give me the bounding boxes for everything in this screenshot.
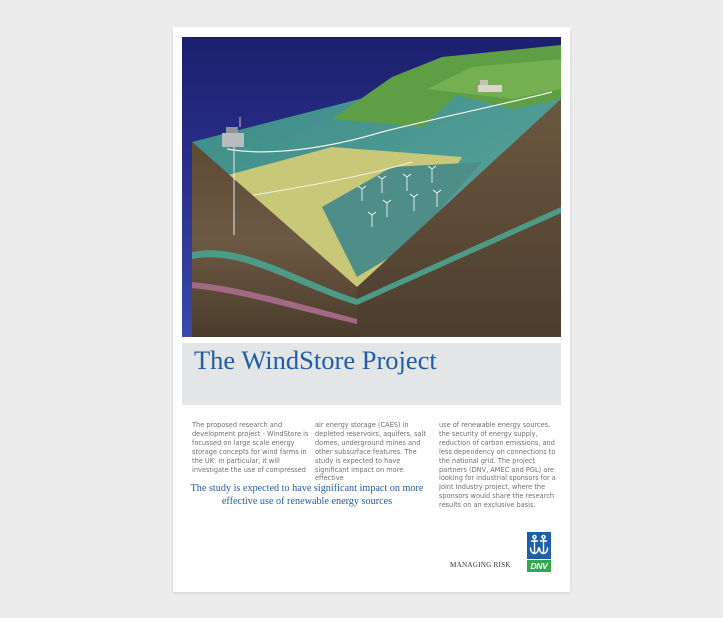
body-column-1: The proposed research and development project - WindStore is focussed on large scale energy storage concepts for wind farms in the UK. In particular, it will investigate the use of compressed <box>192 421 309 474</box>
tagline: MANAGING RISK <box>450 561 511 569</box>
dnv-wordmark: DNV <box>527 560 551 572</box>
body-column-3: use of renewable energy sources, the security of energy supply, reduction of carbon emissions, and less dependency on connections to the national grid. The project partners (DNV, AMEC and PGL) are looking for industrial sponsors for a Joint Industry project, where the sponsors would share the research results on an exclusive basis. <box>439 421 556 510</box>
page-title: The WindStore Project <box>194 345 437 375</box>
dnv-anchor-logo-icon <box>527 532 551 559</box>
brochure-page <box>173 27 570 592</box>
geological-cross-section-illustration <box>182 37 561 337</box>
pull-quote: The study is expected to have significant impact on more effective use of renewable energy sources <box>190 483 424 507</box>
dnv-logo <box>527 532 551 572</box>
body-column-2: air energy storage (CAES) in depleted reservoirs, aquifers, salt domes, underground mines and other subsurface features. The study is expected to have significant impact on more effective <box>315 421 427 483</box>
title-band <box>182 343 561 405</box>
